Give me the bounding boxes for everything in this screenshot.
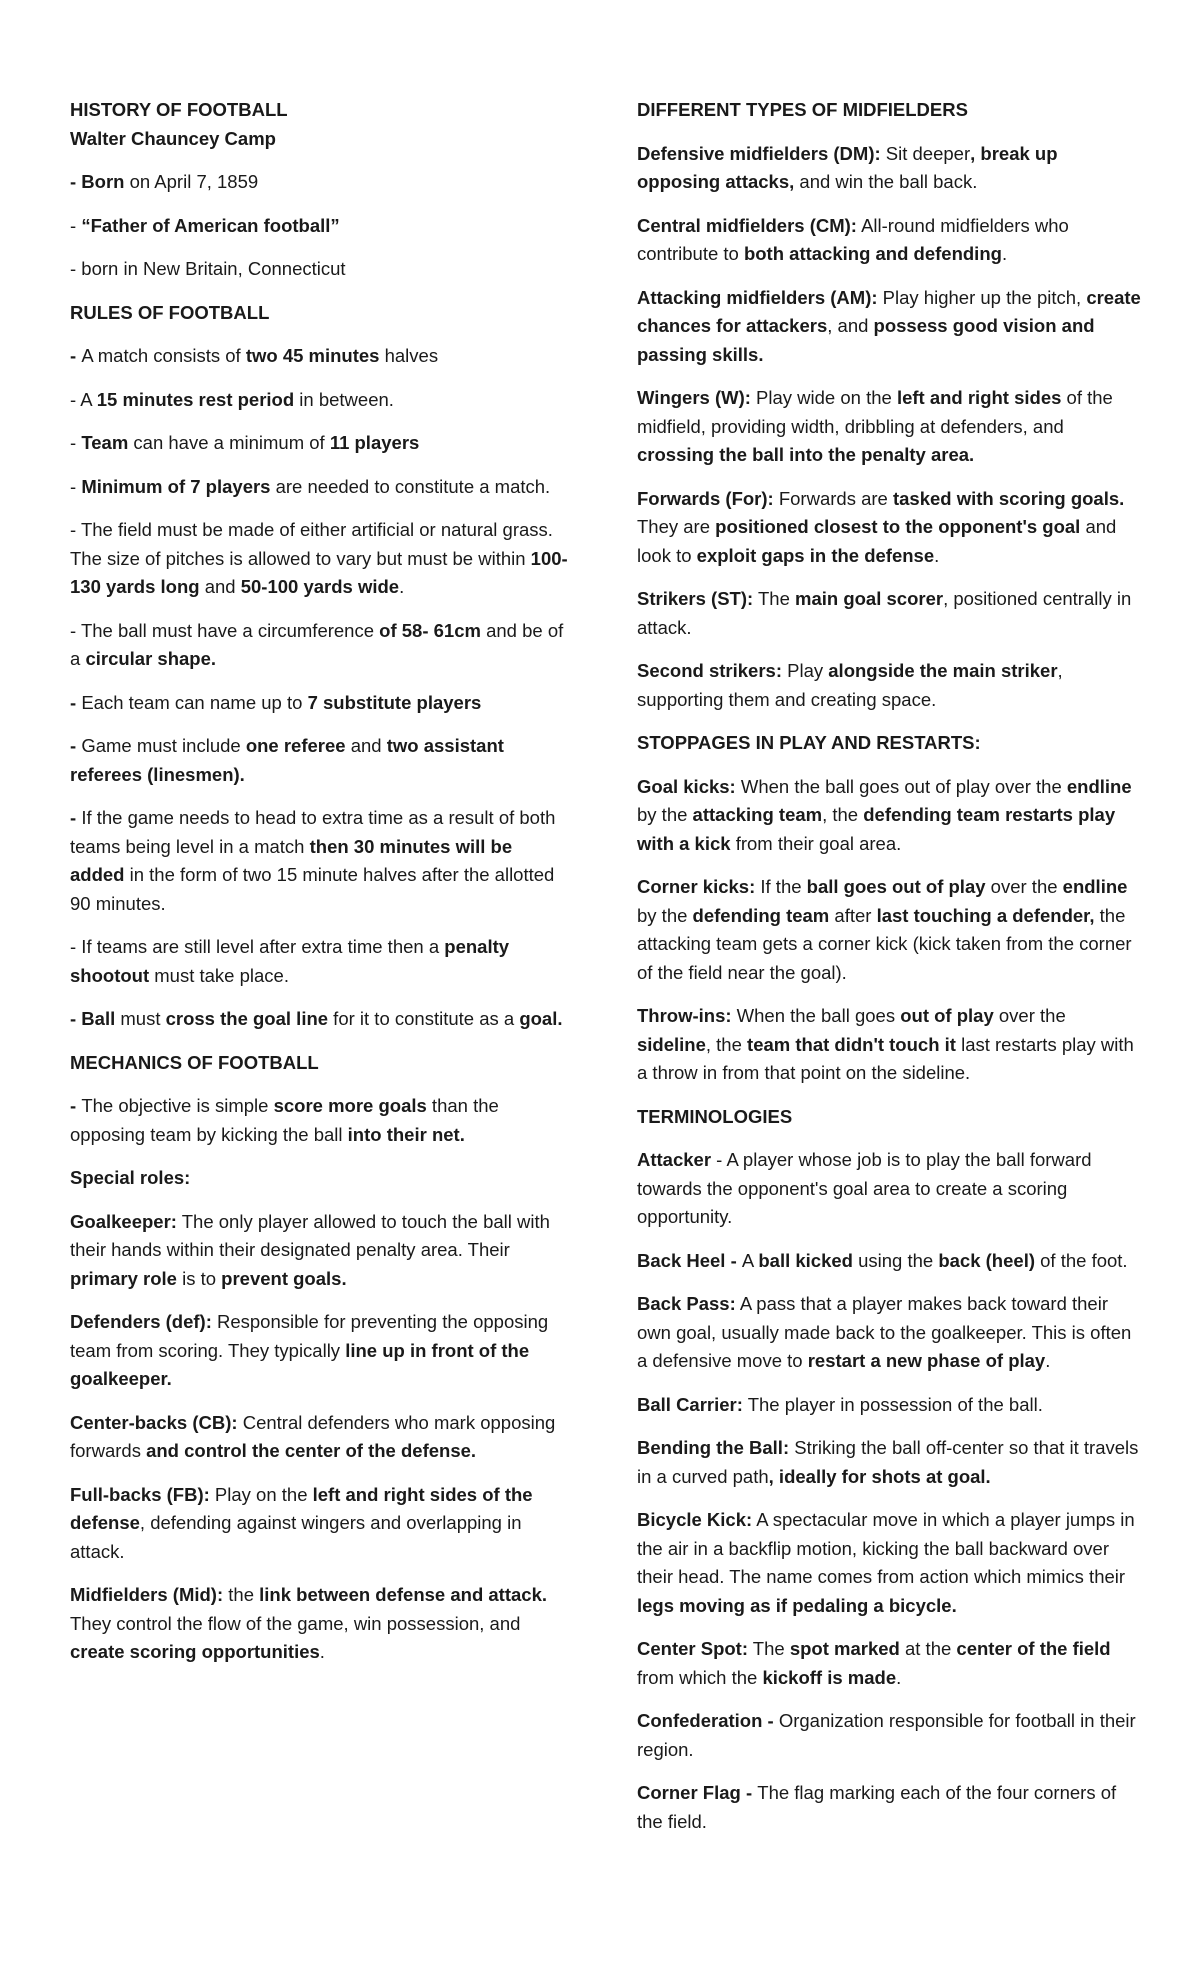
paragraph — [637, 1635, 1142, 1692]
section-heading-midfielders — [637, 96, 1142, 125]
text: Play wide on the — [750, 387, 897, 408]
bold-text: 50-100 yards wide — [240, 576, 400, 597]
text: - — [70, 214, 82, 236]
text: Responsible for preventing the opposing team from scoring. They typically — [70, 1311, 549, 1361]
bold-text: goal. — [519, 1008, 563, 1029]
paragraph — [637, 1707, 1142, 1764]
bold-text: left and right sides of the defense — [70, 1483, 533, 1533]
bold-text: of 58- 61cm — [379, 619, 481, 641]
bold-text: positioned closest to the opponent's goal — [715, 516, 1081, 537]
bold-text: - Ball — [70, 1008, 116, 1029]
bold-text: - — [70, 735, 82, 756]
bold-text: STOPPAGES IN PLAY AND RESTARTS: — [637, 732, 981, 753]
bold-text: Center-backs (CB): — [70, 1411, 238, 1433]
bold-text: spot marked — [789, 1638, 900, 1659]
text: . — [319, 1641, 325, 1662]
paragraph — [70, 473, 570, 502]
paragraph — [637, 1391, 1142, 1420]
bold-text: Second strikers: — [637, 660, 782, 681]
bold-text: create chances for attackers — [637, 286, 1141, 336]
bold-text: attacking team — [692, 804, 823, 825]
bold-text: - — [70, 807, 82, 828]
paragraph — [70, 1581, 570, 1667]
text: of the midfield, providing width, dribbling at defenders, and — [637, 387, 1113, 437]
bold-text: Minimum of 7 players — [81, 475, 271, 497]
text: - The field must be made of either artificial or natural grass. The size of pitches is allowed to vary but must be within — [70, 519, 553, 569]
bold-text: Throw-ins: — [637, 1005, 732, 1026]
bold-text: primary role — [70, 1267, 177, 1289]
bold-text: Full-backs (FB): — [70, 1483, 210, 1505]
text: from which the — [637, 1666, 763, 1688]
bold-text: Back Pass: — [637, 1293, 736, 1314]
bold-text: then 30 minutes will be added — [70, 835, 513, 885]
bold-text: kickoff is made — [762, 1666, 897, 1688]
paragraph — [70, 342, 570, 371]
bold-text: center of the field — [956, 1638, 1111, 1659]
bold-text: Attacking midfielders (AM): — [637, 286, 878, 308]
subheading-walter-camp — [70, 125, 570, 154]
text: for it to constitute as a — [328, 1008, 520, 1029]
text: in between. — [294, 388, 394, 410]
paragraph — [637, 773, 1142, 859]
bold-text: DIFFERENT TYPES OF MIDFIELDERS — [637, 99, 968, 120]
text: halves — [379, 345, 439, 366]
text: A match consists of — [81, 345, 246, 366]
bold-text: Confederation - — [637, 1710, 779, 1731]
text: . — [934, 544, 940, 566]
text: over the — [993, 1005, 1066, 1026]
bold-text: legs moving as if pedaling a bicycle. — [637, 1594, 957, 1616]
paragraph — [70, 933, 570, 990]
paragraph — [637, 140, 1142, 197]
text: - — [70, 432, 82, 453]
text: . — [896, 1666, 902, 1688]
text: When the ball goes — [731, 1005, 901, 1026]
paragraph — [637, 1434, 1142, 1491]
bold-text: line up in front of the goalkeeper. — [70, 1339, 530, 1389]
text: - A player whose job is to play the ball forward towards the opponent's goal area to create a scoring opportunity. — [637, 1149, 1092, 1227]
bold-text: - — [70, 1095, 82, 1116]
bold-text: exploit gaps in the defense — [696, 544, 935, 566]
section-heading-rules — [70, 299, 570, 328]
bold-text: 15 minutes rest period — [96, 388, 295, 410]
text: They are — [637, 516, 716, 537]
paragraph — [70, 804, 570, 918]
bold-text: Team — [81, 432, 129, 453]
bold-text: two assistant referees (linesmen). — [70, 735, 504, 785]
text: by the — [637, 804, 693, 825]
text: Each team can name up to — [81, 691, 308, 713]
paragraph — [70, 255, 570, 284]
bold-text: - — [70, 691, 82, 713]
text: and look to — [637, 516, 1117, 566]
paragraph — [70, 1308, 570, 1394]
bold-text: defending team — [692, 904, 830, 926]
text: Central defenders who mark opposing forwards — [70, 1411, 556, 1461]
bold-text: endline — [1066, 775, 1132, 797]
bold-text: Central midfielders (CM): — [637, 214, 857, 236]
text: The objective is simple — [81, 1095, 274, 1116]
bold-text: - Born — [70, 171, 125, 192]
paragraph — [637, 1506, 1142, 1620]
paragraph — [70, 212, 570, 241]
bold-text: ball goes out of play — [806, 876, 986, 897]
paragraph — [70, 1409, 570, 1466]
paragraph — [637, 657, 1142, 714]
bold-text: Attacker — [637, 1149, 712, 1170]
text: Play on the — [209, 1483, 313, 1505]
text: can have a minimum of — [128, 432, 330, 453]
bold-text: both attacking and defending — [743, 243, 1002, 264]
bold-text: Walter Chauncey Camp — [70, 127, 276, 149]
paragraph — [637, 1002, 1142, 1088]
paragraph — [70, 617, 570, 674]
paragraph — [637, 1290, 1142, 1376]
bold-text: Corner kicks: — [637, 876, 756, 897]
text: the attacking team gets a corner kick (kick taken from the corner of the field near the goal). — [637, 904, 1132, 983]
bold-text: HISTORY OF FOOTBALL — [70, 99, 288, 120]
bold-text: Midfielders (Mid): — [70, 1584, 224, 1605]
text: from their goal area. — [730, 832, 902, 854]
bold-text: sideline — [637, 1033, 706, 1055]
bold-text: Defenders (def): — [70, 1311, 212, 1332]
text: must take place. — [149, 964, 289, 986]
text: - The ball must have a circumference — [70, 619, 380, 641]
bold-text: Center Spot: — [637, 1638, 748, 1659]
bold-text: left and right sides — [896, 387, 1062, 408]
text: and win the ball back. — [794, 171, 978, 192]
paragraph — [70, 429, 570, 458]
bold-text: , ideally for shots at goal. — [768, 1465, 991, 1487]
paragraph — [637, 1146, 1142, 1232]
paragraph — [70, 1481, 570, 1567]
text: - If teams are still level after extra time then a — [70, 936, 445, 957]
bold-text: create scoring opportunities — [70, 1641, 320, 1662]
bold-text: back (heel) — [938, 1249, 1035, 1271]
text: . — [1001, 243, 1008, 264]
bold-text: restart a new phase of play — [807, 1350, 1046, 1371]
text: The only player allowed to touch the ball with their hands within their designated penalty area. Their — [70, 1210, 550, 1260]
text: - born in New Britain, Connecticut — [70, 258, 346, 279]
bold-text: Back Heel - — [637, 1249, 742, 1271]
bold-text: ball kicked — [758, 1249, 853, 1271]
text: If the game needs to head to extra time as a result of both teams being level in a match — [70, 807, 556, 857]
bold-text: - — [70, 345, 82, 366]
bold-text: one referee — [245, 735, 346, 756]
bold-text: last touching a defender, — [876, 904, 1095, 926]
text: The player in possession of the ball. — [742, 1393, 1043, 1415]
text: Play higher up the pitch, — [877, 286, 1087, 308]
text: - — [70, 475, 82, 497]
text: , the — [705, 1033, 748, 1055]
bold-text: Goalkeeper: — [70, 1210, 177, 1232]
text: last restarts play with a throw in from that point on the sideline. — [637, 1033, 1134, 1083]
section-heading-history — [70, 96, 570, 125]
bold-text: into their net. — [347, 1123, 465, 1145]
text: and — [345, 735, 387, 756]
bold-text: score more goals — [273, 1095, 427, 1116]
text: the — [223, 1584, 260, 1605]
bold-text: Ball Carrier: — [637, 1393, 743, 1415]
text: All-round midfielders who contribute to — [637, 214, 1069, 264]
bold-text: “Father of American football” — [81, 214, 340, 236]
bold-text: tasked with scoring goals. — [892, 487, 1125, 509]
paragraph — [70, 1005, 570, 1034]
text: at the — [899, 1638, 957, 1659]
paragraph — [70, 516, 570, 602]
left-column — [70, 96, 570, 1682]
bold-text: TERMINOLOGIES — [637, 1105, 793, 1127]
bold-text: two 45 minutes — [245, 345, 380, 366]
text: must — [115, 1008, 166, 1029]
bold-text: and control the center of the defense. — [146, 1440, 477, 1461]
bold-text: circular shape. — [85, 648, 217, 669]
text: by the — [637, 904, 693, 926]
bold-text: Wingers (W): — [637, 387, 751, 408]
bold-text: Forwards (For): — [637, 487, 774, 509]
bold-text: 7 substitute players — [307, 691, 482, 713]
text: They control the flow of the game, win possession, and — [70, 1612, 521, 1634]
paragraph — [70, 732, 570, 789]
bold-text: endline — [1062, 876, 1128, 897]
section-heading-mechanics — [70, 1049, 570, 1078]
bold-text: link between defense and attack. — [259, 1584, 548, 1605]
bold-text: crossing the ball into the penalty area. — [637, 444, 975, 465]
text: are needed to constitute a match. — [270, 475, 551, 497]
subheading-special-roles — [70, 1164, 570, 1193]
section-heading-terminologies — [637, 1103, 1142, 1132]
paragraph — [637, 485, 1142, 571]
text: and — [199, 576, 241, 597]
bold-text: penalty shootout — [70, 936, 510, 986]
bold-text: out of play — [900, 1005, 994, 1026]
paragraph — [637, 1247, 1142, 1276]
text: , and — [827, 315, 874, 336]
bold-text: Bicycle Kick: — [637, 1509, 753, 1530]
paragraph — [637, 212, 1142, 269]
text: , positioned centrally in attack. — [637, 588, 1132, 638]
paragraph — [637, 384, 1142, 470]
text: , defending against wingers and overlapping in attack. — [70, 1512, 522, 1562]
paragraph — [70, 1208, 570, 1294]
text: Sit deeper — [880, 142, 971, 164]
bold-text: Strikers (ST): — [637, 588, 754, 609]
bold-text: prevent goals. — [221, 1267, 347, 1289]
section-heading-stoppages — [637, 729, 1142, 758]
bold-text: Goal kicks: — [637, 775, 736, 797]
text: . — [1045, 1350, 1051, 1371]
bold-text: main goal scorer — [795, 588, 944, 609]
text: . — [399, 576, 405, 597]
text: When the ball goes out of play over the — [735, 775, 1067, 797]
text: than the opposing team by kicking the ball — [70, 1095, 499, 1145]
text: , supporting them and creating space. — [637, 660, 1063, 710]
paragraph — [637, 284, 1142, 370]
bold-text: MECHANICS OF FOOTBALL — [70, 1051, 319, 1073]
text: Play — [781, 660, 829, 681]
bold-text: Bending the Ball: — [637, 1437, 790, 1458]
paragraph — [70, 168, 570, 197]
text: Organization responsible for football in their region. — [637, 1710, 1136, 1760]
bold-text: 100-130 yards long — [70, 547, 568, 597]
bold-text: Corner Flag - — [637, 1782, 758, 1803]
text: using the — [852, 1249, 939, 1271]
paragraph — [637, 1779, 1142, 1836]
bold-text: possess good vision and passing skills. — [637, 315, 1095, 365]
text: is to — [176, 1267, 222, 1289]
text: in the form of two 15 minute halves after the allotted 90 minutes. — [70, 864, 555, 914]
paragraph — [70, 689, 570, 718]
paragraph — [637, 873, 1142, 987]
text: of the foot. — [1035, 1249, 1128, 1271]
bold-text: Defensive midfielders (DM): — [637, 142, 881, 164]
paragraph — [70, 1092, 570, 1149]
text: - A — [70, 388, 97, 410]
text: over the — [985, 876, 1063, 897]
bold-text: 11 players — [329, 432, 420, 453]
bold-text: team that didn't touch it — [747, 1033, 956, 1055]
text: The flag marking each of the four corners of the field. — [637, 1782, 1117, 1832]
text: If the — [755, 876, 807, 897]
text: Forwards are — [773, 487, 893, 509]
bold-text: RULES OF FOOTBALL — [70, 301, 270, 323]
right-column — [637, 96, 1142, 1851]
bold-text: defending team restarts play with a kick — [637, 804, 1116, 854]
text: Game must include — [81, 735, 246, 756]
paragraph — [70, 386, 570, 415]
text: The — [753, 588, 795, 609]
text: and be of a — [70, 619, 564, 669]
bold-text: alongside the main striker — [828, 660, 1058, 681]
text: after — [829, 904, 877, 926]
text: A spectacular move in which a player jumps in the air in a backflip motion, kicking the ball backward over their head. The name comes from action which mimics their — [637, 1509, 1135, 1587]
text: , the — [822, 804, 864, 825]
text: on April 7, 1859 — [124, 171, 259, 192]
text: A — [741, 1249, 759, 1271]
text: A pass that a player makes back toward their own goal, usually made back to the goalkeeper. This is often a defensive move to — [637, 1293, 1132, 1371]
bold-text: , break up opposing attacks, — [637, 142, 1058, 192]
bold-text: cross the goal line — [165, 1008, 329, 1029]
text: The — [748, 1638, 790, 1659]
bold-text: Special roles: — [70, 1167, 191, 1188]
paragraph — [637, 585, 1142, 642]
text: Striking the ball off-center so that it travels in a curved path — [637, 1437, 1139, 1487]
